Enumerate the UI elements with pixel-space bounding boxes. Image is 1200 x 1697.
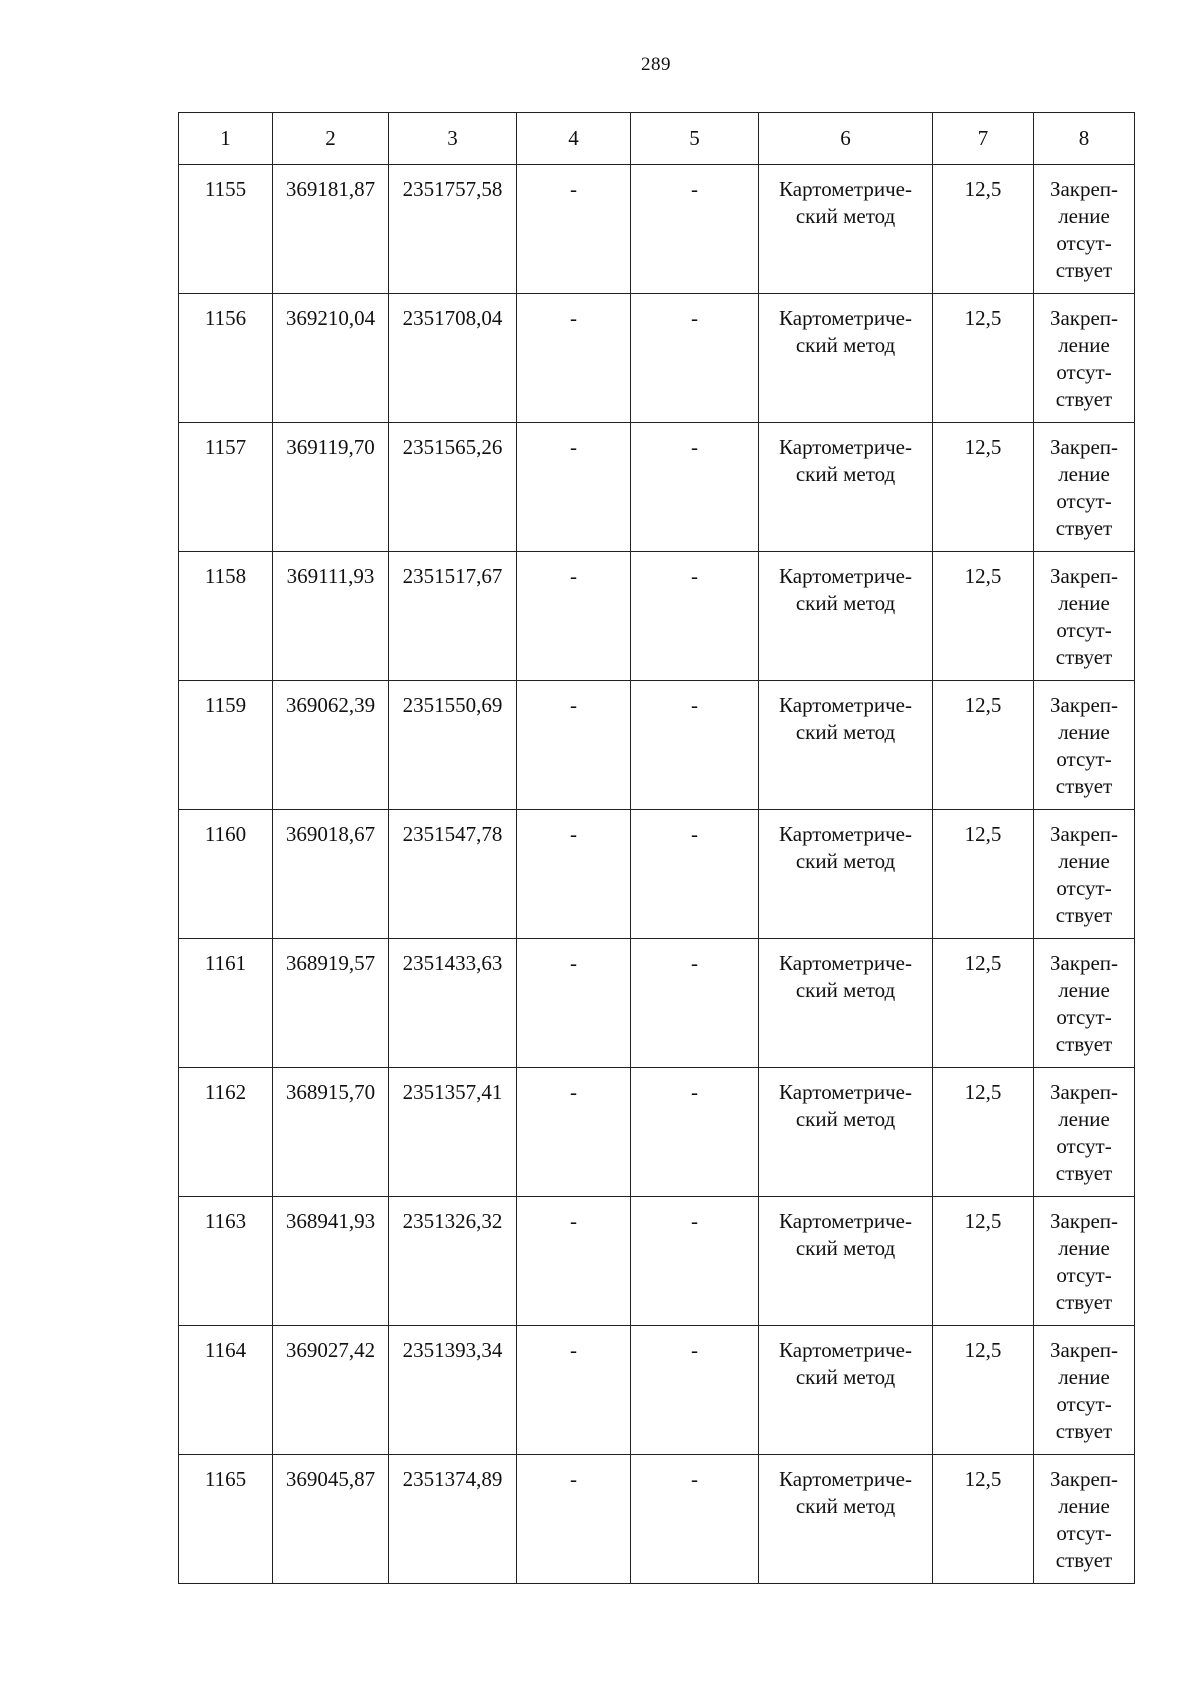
- method-text-line: ский метод: [795, 204, 896, 228]
- column-header-2: 2: [273, 113, 389, 165]
- x-coordinate-cell: 369062,39: [273, 681, 389, 810]
- method-cell: [759, 165, 933, 294]
- fixation-text-line: ствует: [1055, 1161, 1113, 1185]
- column-5-cell: -: [631, 810, 759, 939]
- column-5-cell: -: [631, 1068, 759, 1197]
- column-5-cell: -: [631, 294, 759, 423]
- method-cell: [759, 939, 933, 1068]
- fixation-text-line: ление: [1058, 333, 1110, 357]
- accuracy-cell: 12,5: [933, 1455, 1034, 1584]
- page-number: 289: [641, 54, 671, 75]
- table-body: [179, 165, 1135, 1584]
- point-number-cell: 1155: [179, 165, 273, 294]
- fixation-cell: [1034, 681, 1135, 810]
- fixation-text-line: ствует: [1055, 1290, 1113, 1314]
- fixation-text-line: отсут-: [1056, 1005, 1112, 1029]
- column-header-6: 6: [759, 113, 933, 165]
- fixation-cell: [1034, 1326, 1135, 1455]
- fixation-text-line: ление: [1058, 1365, 1110, 1389]
- fixation-text-line: ствует: [1055, 258, 1113, 282]
- accuracy-cell: 12,5: [933, 423, 1034, 552]
- method-cell: [759, 294, 933, 423]
- fixation-cell: [1034, 1068, 1135, 1197]
- method-text-line: ский метод: [795, 333, 896, 357]
- fixation-text-line: ствует: [1055, 645, 1113, 669]
- method-text-line: ский метод: [795, 1107, 896, 1131]
- column-header-5: 5: [631, 113, 759, 165]
- method-cell: [759, 810, 933, 939]
- fixation-text-line: Закреп-: [1049, 177, 1119, 201]
- fixation-cell: [1034, 1455, 1135, 1584]
- fixation-text-line: Закреп-: [1049, 1467, 1119, 1491]
- column-header-7: 7: [933, 113, 1034, 165]
- method-text-line: Картометриче-: [779, 1467, 912, 1491]
- fixation-text-line: Закреп-: [1049, 306, 1119, 330]
- method-text-line: Картометриче-: [779, 564, 912, 588]
- fixation-text-line: Закреп-: [1049, 435, 1119, 459]
- point-number-cell: 1160: [179, 810, 273, 939]
- column-4-cell: -: [517, 1068, 631, 1197]
- point-number-cell: 1157: [179, 423, 273, 552]
- fixation-cell: [1034, 165, 1135, 294]
- fixation-text-line: ление: [1058, 1236, 1110, 1260]
- x-coordinate-cell: 368915,70: [273, 1068, 389, 1197]
- column-4-cell: -: [517, 552, 631, 681]
- column-4-cell: -: [517, 681, 631, 810]
- fixation-text-line: ление: [1058, 978, 1110, 1002]
- fixation-text-line: ление: [1058, 720, 1110, 744]
- accuracy-cell: 12,5: [933, 1326, 1034, 1455]
- fixation-text-line: ствует: [1055, 774, 1113, 798]
- column-4-cell: -: [517, 1326, 631, 1455]
- fixation-text-line: ствует: [1055, 1419, 1113, 1443]
- column-header-4: 4: [517, 113, 631, 165]
- column-header-1: 1: [179, 113, 273, 165]
- column-5-cell: -: [631, 939, 759, 1068]
- point-number-cell: 1161: [179, 939, 273, 1068]
- column-header-8: 8: [1034, 113, 1135, 165]
- accuracy-cell: 12,5: [933, 165, 1034, 294]
- accuracy-cell: 12,5: [933, 681, 1034, 810]
- point-number-cell: 1158: [179, 552, 273, 681]
- x-coordinate-cell: 368941,93: [273, 1197, 389, 1326]
- fixation-text-line: ление: [1058, 591, 1110, 615]
- table-row: [179, 681, 1135, 810]
- point-number-cell: 1156: [179, 294, 273, 423]
- header-row: [179, 113, 1135, 165]
- table-header: [179, 113, 1135, 165]
- method-cell: [759, 552, 933, 681]
- table-row: [179, 939, 1135, 1068]
- fixation-text-line: ление: [1058, 1494, 1110, 1518]
- x-coordinate-cell: 369119,70: [273, 423, 389, 552]
- method-text-line: Картометриче-: [779, 177, 912, 201]
- method-text-line: Картометриче-: [779, 435, 912, 459]
- point-number-cell: 1165: [179, 1455, 273, 1584]
- accuracy-cell: 12,5: [933, 552, 1034, 681]
- point-number-cell: 1159: [179, 681, 273, 810]
- column-4-cell: -: [517, 1197, 631, 1326]
- column-5-cell: -: [631, 1197, 759, 1326]
- fixation-text-line: отсут-: [1056, 1134, 1112, 1158]
- fixation-text-line: отсут-: [1056, 1392, 1112, 1416]
- fixation-cell: [1034, 939, 1135, 1068]
- fixation-cell: [1034, 1197, 1135, 1326]
- accuracy-cell: 12,5: [933, 294, 1034, 423]
- column-5-cell: -: [631, 681, 759, 810]
- y-coordinate-cell: 2351565,26: [389, 423, 517, 552]
- column-4-cell: -: [517, 165, 631, 294]
- fixation-text-line: ствует: [1055, 516, 1113, 540]
- method-text-line: ский метод: [795, 849, 896, 873]
- method-cell: [759, 1197, 933, 1326]
- column-5-cell: -: [631, 552, 759, 681]
- fixation-text-line: отсут-: [1056, 231, 1112, 255]
- method-text-line: ский метод: [795, 1494, 896, 1518]
- method-cell: [759, 1455, 933, 1584]
- y-coordinate-cell: 2351326,32: [389, 1197, 517, 1326]
- fixation-text-line: ление: [1058, 1107, 1110, 1131]
- x-coordinate-cell: 369018,67: [273, 810, 389, 939]
- method-text-line: Картометриче-: [779, 951, 912, 975]
- column-4-cell: -: [517, 939, 631, 1068]
- x-coordinate-cell: 369210,04: [273, 294, 389, 423]
- point-number-cell: 1162: [179, 1068, 273, 1197]
- x-coordinate-cell: 368919,57: [273, 939, 389, 1068]
- accuracy-cell: 12,5: [933, 1068, 1034, 1197]
- column-header-3: 3: [389, 113, 517, 165]
- x-coordinate-cell: 369045,87: [273, 1455, 389, 1584]
- fixation-text-line: ствует: [1055, 1032, 1113, 1056]
- fixation-cell: [1034, 552, 1135, 681]
- table-row: [179, 810, 1135, 939]
- method-cell: [759, 423, 933, 552]
- column-4-cell: -: [517, 423, 631, 552]
- method-cell: [759, 1326, 933, 1455]
- fixation-text-line: отсут-: [1056, 360, 1112, 384]
- method-text-line: ский метод: [795, 591, 896, 615]
- table-row: [179, 1197, 1135, 1326]
- method-text-line: Картометриче-: [779, 1209, 912, 1233]
- method-text-line: ский метод: [795, 1236, 896, 1260]
- method-text-line: Картометриче-: [779, 1338, 912, 1362]
- method-text-line: ский метод: [795, 1365, 896, 1389]
- y-coordinate-cell: 2351550,69: [389, 681, 517, 810]
- fixation-text-line: ствует: [1055, 387, 1113, 411]
- method-text-line: ский метод: [795, 462, 896, 486]
- point-number-cell: 1163: [179, 1197, 273, 1326]
- table-row: [179, 552, 1135, 681]
- fixation-text-line: отсут-: [1056, 1521, 1112, 1545]
- method-text-line: ский метод: [795, 720, 896, 744]
- column-5-cell: -: [631, 165, 759, 294]
- point-number-cell: 1164: [179, 1326, 273, 1455]
- x-coordinate-cell: 369027,42: [273, 1326, 389, 1455]
- fixation-text-line: Закреп-: [1049, 564, 1119, 588]
- fixation-text-line: отсут-: [1056, 489, 1112, 513]
- method-cell: [759, 1068, 933, 1197]
- y-coordinate-cell: 2351357,41: [389, 1068, 517, 1197]
- method-text-line: Картометриче-: [779, 822, 912, 846]
- column-4-cell: -: [517, 1455, 631, 1584]
- table-row: [179, 1326, 1135, 1455]
- fixation-text-line: ствует: [1055, 1548, 1113, 1572]
- y-coordinate-cell: 2351374,89: [389, 1455, 517, 1584]
- method-cell: [759, 681, 933, 810]
- fixation-text-line: ление: [1058, 462, 1110, 486]
- table-row: [179, 294, 1135, 423]
- fixation-text-line: ление: [1058, 204, 1110, 228]
- fixation-text-line: Закреп-: [1049, 1080, 1119, 1104]
- accuracy-cell: 12,5: [933, 1197, 1034, 1326]
- fixation-text-line: ствует: [1055, 903, 1113, 927]
- fixation-text-line: Закреп-: [1049, 1338, 1119, 1362]
- fixation-cell: [1034, 810, 1135, 939]
- table-row: [179, 1068, 1135, 1197]
- fixation-text-line: отсут-: [1056, 1263, 1112, 1287]
- y-coordinate-cell: 2351757,58: [389, 165, 517, 294]
- fixation-text-line: ление: [1058, 849, 1110, 873]
- table-row: [179, 1455, 1135, 1584]
- y-coordinate-cell: 2351517,67: [389, 552, 517, 681]
- y-coordinate-cell: 2351708,04: [389, 294, 517, 423]
- y-coordinate-cell: 2351433,63: [389, 939, 517, 1068]
- fixation-cell: [1034, 294, 1135, 423]
- column-4-cell: -: [517, 294, 631, 423]
- table-row: [179, 165, 1135, 294]
- fixation-cell: [1034, 423, 1135, 552]
- method-text-line: Картометриче-: [779, 1080, 912, 1104]
- fixation-text-line: Закреп-: [1049, 951, 1119, 975]
- x-coordinate-cell: 369111,93: [273, 552, 389, 681]
- fixation-text-line: отсут-: [1056, 876, 1112, 900]
- x-coordinate-cell: 369181,87: [273, 165, 389, 294]
- method-text-line: Картометриче-: [779, 306, 912, 330]
- fixation-text-line: отсут-: [1056, 618, 1112, 642]
- method-text-line: ский метод: [795, 978, 896, 1002]
- fixation-text-line: Закреп-: [1049, 1209, 1119, 1233]
- column-4-cell: -: [517, 810, 631, 939]
- method-text-line: Картометриче-: [779, 693, 912, 717]
- fixation-text-line: Закреп-: [1049, 822, 1119, 846]
- coordinates-table: [178, 112, 1135, 1584]
- fixation-text-line: отсут-: [1056, 747, 1112, 771]
- y-coordinate-cell: 2351393,34: [389, 1326, 517, 1455]
- fixation-text-line: Закреп-: [1049, 693, 1119, 717]
- y-coordinate-cell: 2351547,78: [389, 810, 517, 939]
- accuracy-cell: 12,5: [933, 939, 1034, 1068]
- column-5-cell: -: [631, 1455, 759, 1584]
- column-5-cell: -: [631, 423, 759, 552]
- accuracy-cell: 12,5: [933, 810, 1034, 939]
- table-row: [179, 423, 1135, 552]
- column-5-cell: -: [631, 1326, 759, 1455]
